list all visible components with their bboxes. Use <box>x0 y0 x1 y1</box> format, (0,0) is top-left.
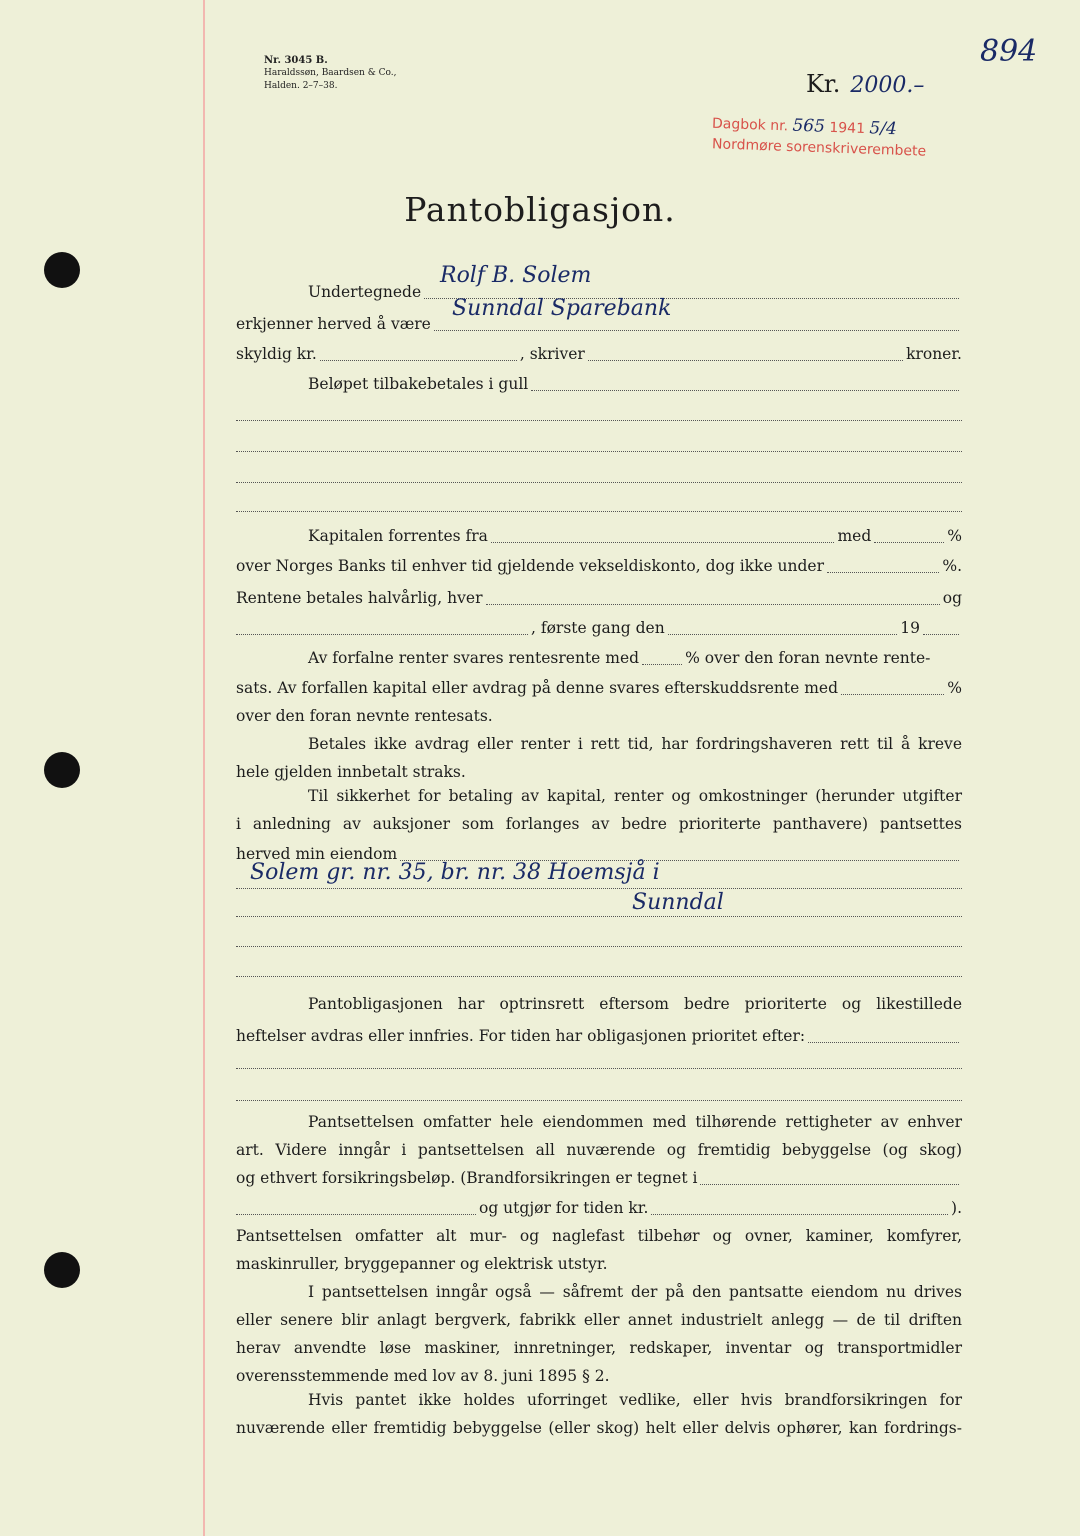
blank-line <box>236 916 962 917</box>
rentesats-line <box>236 704 962 728</box>
blank-line <box>236 511 962 512</box>
percent-sign: % <box>947 527 962 545</box>
til-line-1: Til sikkerhet for betaling av kapital, renter og omkostninger (herunder utgifter <box>308 787 962 805</box>
percent-sign: %. <box>942 557 962 575</box>
blank-line <box>236 888 962 889</box>
document-title: Pantobligasjon. <box>404 190 676 229</box>
kr-label: Kr. <box>806 70 841 98</box>
med-label: med <box>837 527 872 545</box>
forste-label: , første gang den <box>531 619 665 637</box>
property-description-1: Solem gr. nr. 35, br. nr. 38 Hoemsjå i <box>250 860 660 885</box>
rente-label: % over den foran nevnte rente- <box>685 649 931 667</box>
dotted-line <box>668 633 898 635</box>
og-label: og <box>942 589 962 607</box>
ind-line-4: overensstemmende med lov av 8. juni 1895 § 2. <box>236 1367 610 1385</box>
dotted-line <box>236 1213 476 1215</box>
late-interest-line <box>236 676 962 700</box>
dotted-line <box>531 389 959 391</box>
blank-line <box>236 451 962 452</box>
dotted-line <box>651 1213 948 1215</box>
punch-hole <box>44 752 80 788</box>
ind-line-1: I pantsettelsen inngår også — såfremt der på den pantsatte eiendom nu drives <box>308 1283 962 1301</box>
property-description-2: Sunndal <box>632 890 724 915</box>
skyldig-label: skyldig kr. <box>236 345 317 363</box>
dotted-line <box>434 329 959 331</box>
discount-line <box>236 554 962 578</box>
halfyear-line <box>236 586 962 610</box>
fire-insurance-line <box>236 1166 962 1190</box>
blank-line <box>236 946 962 947</box>
blank-line <box>236 976 962 977</box>
printer-imprint <box>264 54 396 93</box>
dotted-line <box>486 603 940 605</box>
dotted-line <box>236 633 528 635</box>
punch-hole <box>44 252 80 288</box>
omf-line-3: og ethvert forsikringsbeløp. (Brandforsikringen er tegnet i <box>236 1169 698 1187</box>
dotted-line <box>841 693 944 695</box>
skriver-label: , skriver <box>519 345 585 363</box>
creditor-name: Sunndal Sparebank <box>452 296 672 321</box>
dotted-line <box>642 663 682 665</box>
kapitalen-label: Kapitalen forrentes fra <box>308 527 488 545</box>
blank-line <box>236 420 962 421</box>
ind-line-2: eller senere blir anlagt bergverk, fabrikk eller annet industrielt anlegg — de til driften <box>236 1311 962 1329</box>
pant-line-1: Pantobligasjonen har optrinsrett eftersom bedre prioriterte og likestillede <box>308 995 962 1013</box>
belopet-label: Beløpet tilbakebetales i gull <box>308 375 529 393</box>
priority-paragraph <box>236 990 962 1018</box>
omf-line-2: art. Videre inngår i pantsettelsen all nuværende og fremtidig bebyggelse (og skog) <box>236 1141 962 1159</box>
dagbok-date: 5/4 <box>869 118 898 140</box>
percent-sign: % <box>947 679 962 697</box>
first-time-line <box>236 616 962 640</box>
interest-from-line <box>308 524 962 548</box>
over-den-label: over den foran nevnte rentesats. <box>236 707 493 725</box>
mur-line-2: maskinruller, bryggepanner og elektrisk utstyr. <box>236 1255 608 1273</box>
omf-line-1: Pantsettelsen omfatter hele eiendommen med tilhørende rettigheter av enhver <box>308 1113 962 1131</box>
betales-line-2: hele gjelden innbetalt straks. <box>236 763 466 781</box>
omf-line-4: og utgjør for tiden kr. <box>479 1199 649 1217</box>
kroner-label: kroner. <box>906 345 962 363</box>
av-forfalne-label: Av forfalne renter svares rentesrente med <box>308 649 640 667</box>
punch-hole <box>44 1252 80 1288</box>
compound-line <box>308 646 962 670</box>
dagbok-label: Dagbok nr. <box>711 115 789 135</box>
year-prefix: 19 <box>900 619 920 637</box>
debtor-name: Rolf B. Solem <box>440 263 592 288</box>
dagbok-stamp <box>712 113 897 139</box>
dotted-line <box>588 359 903 361</box>
gold-line <box>308 372 962 396</box>
mur-line-1: Pantsettelsen omfatter alt mur- og naglefast tilbehør og ovner, kaminer, komfyrer, <box>236 1227 962 1245</box>
amount-line <box>236 342 962 366</box>
priority-line <box>236 1024 962 1048</box>
folio-number: 894 <box>980 34 1038 69</box>
dotted-line <box>320 359 517 361</box>
blank-line <box>236 1100 962 1101</box>
form-number: Nr. 3045 B. <box>264 55 328 66</box>
hvis-line-1: Hvis pantet ikke holdes uforringet vedlike, eller hvis brandforsikringen for <box>308 1391 962 1409</box>
amount-header <box>806 70 924 98</box>
closing-paren: ). <box>951 1199 962 1217</box>
rentene-label: Rentene betales halvårlig, hver <box>236 589 483 607</box>
maintenance-paragraph <box>236 1386 962 1442</box>
blank-line <box>236 1068 962 1069</box>
dotted-line <box>700 1183 959 1185</box>
herved-label: herved min eiendom <box>236 845 398 863</box>
scope-paragraph <box>236 1108 962 1164</box>
dagbok-year: 1941 <box>829 119 866 138</box>
undertegnede-label: Undertegnede <box>308 283 422 301</box>
til-line-2: i anledning av auksjoner som forlanges av bedre prioriterte panthavere) pantsettes <box>236 815 962 833</box>
dotted-line <box>808 1041 959 1043</box>
amount-value: 2000.– <box>850 73 925 98</box>
dotted-line <box>827 571 939 573</box>
margin-line <box>203 0 205 1536</box>
office-stamp: Nordmøre sorenskriverembete <box>711 136 927 160</box>
dotted-line <box>491 541 835 543</box>
industry-paragraph <box>236 1278 962 1390</box>
hvis-line-2: nuværende eller fremtidig bebyggelse (eller skog) helt eller delvis ophører, kan fordrings- <box>236 1419 962 1437</box>
default-paragraph <box>236 730 962 786</box>
ind-line-3: herav anvendte løse maskiner, innretninger, redskaper, inventar og transportmidler <box>236 1339 962 1357</box>
security-paragraph <box>236 782 962 838</box>
insurance-amount-line <box>236 1196 962 1220</box>
erkjenner-label: erkjenner herved å være <box>236 315 431 333</box>
over-norges-label: over Norges Banks til enhver tid gjeldende vekseldiskonto, dog ikke under <box>236 557 825 575</box>
sats-label: sats. Av forfallen kapital eller avdrag på denne svares efterskuddsrente med <box>236 679 839 697</box>
betales-line-1: Betales ikke avdrag eller renter i rett tid, har fordringshaveren rett til å kreve <box>308 735 962 753</box>
printer-firm: Haraldssøn, Baardsen & Co., <box>264 68 397 78</box>
dagbok-number: 565 <box>792 115 826 137</box>
dotted-line <box>923 633 959 635</box>
pant-line-2: heftelser avdras eller innfries. For tiden har obligasjonen prioritet efter: <box>236 1027 806 1045</box>
dotted-line <box>874 541 944 543</box>
blank-line <box>236 482 962 483</box>
fixtures-paragraph <box>236 1222 962 1278</box>
printer-place-date: Halden. 2–7–38. <box>264 81 338 91</box>
